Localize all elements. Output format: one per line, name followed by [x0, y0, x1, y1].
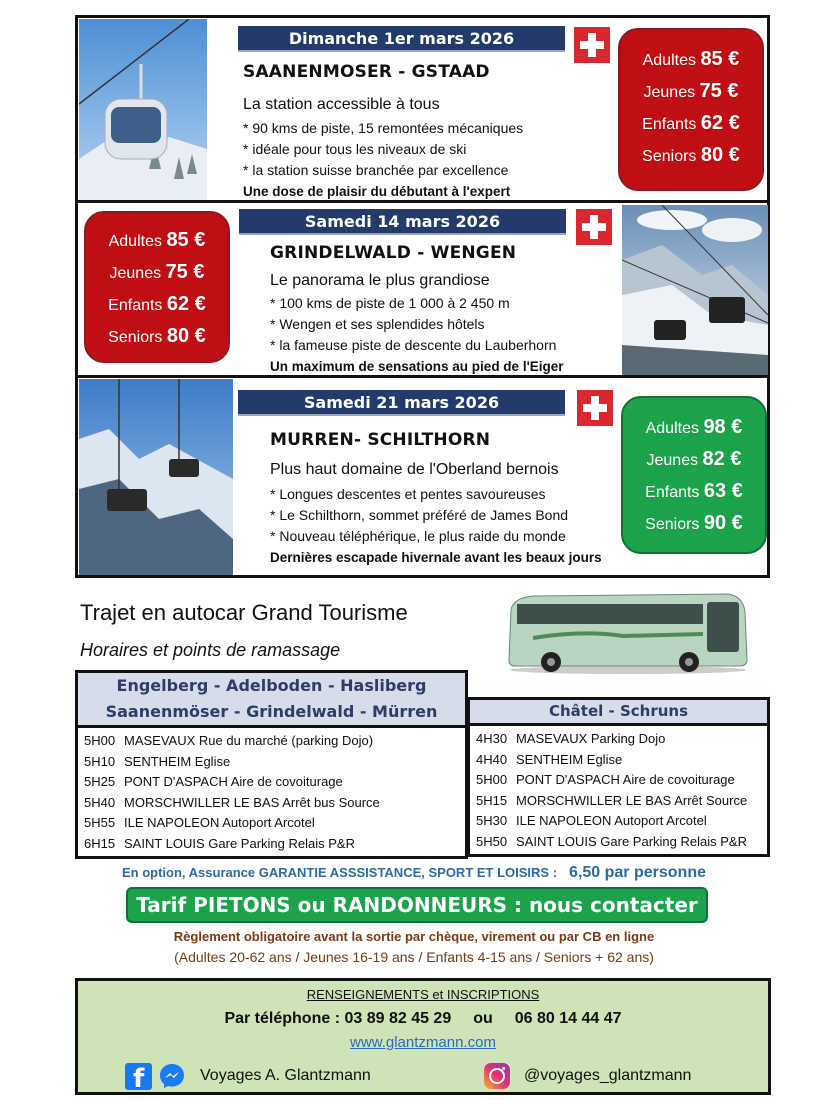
trip-subtitle: Le panorama le plus grandiose	[270, 272, 490, 289]
bullet: * Longues descentes et pentes savoureuses	[270, 486, 546, 502]
contact-phone	[78, 1010, 768, 1028]
price-youth: Jeunes 75 €	[643, 80, 739, 102]
swiss-flag-icon	[576, 209, 612, 245]
trip-card-murren	[75, 375, 770, 578]
bullet: * Nouveau téléphérique, le plus raide du monde	[270, 528, 566, 544]
price-box	[621, 396, 767, 554]
trip-tagline: Un maximum de sensations au pied de l'Eiger	[270, 359, 564, 374]
payment-terms: Règlement obligatoire avant la sortie par chèque, virement ou par CB en ligne	[173, 929, 655, 944]
facebook-icon	[125, 1063, 152, 1090]
price-children: Enfants 62 €	[108, 293, 206, 315]
schedule-header-line: Châtel - Schruns	[548, 702, 689, 720]
coach-bus-image	[503, 590, 753, 675]
price-adults: Adultes 85 €	[642, 48, 740, 70]
insurance-option	[0, 864, 828, 882]
transport-title: Trajet en autocar Grand Tourisme	[80, 600, 408, 625]
cable-car-photo	[79, 379, 233, 575]
phone-or: ou	[473, 1010, 493, 1027]
instagram-handle: @voyages_glantzmann	[524, 1067, 692, 1084]
schedule-row: 5H30 ILE NAPOLEON Autoport Arcotel	[476, 813, 707, 828]
schedule-row: 5H40 MORSCHWILLER LE BAS Arrêt bus Source	[84, 794, 380, 810]
trip-tagline: Une dose de plaisir du débutant à l'expert	[243, 184, 511, 199]
messenger-icon	[158, 1062, 186, 1090]
trip-card-grindelwald	[75, 200, 770, 378]
insurance-price: 6,50 par personne	[569, 864, 706, 881]
price-youth: Jeunes 75 €	[109, 261, 205, 283]
trip-bullets	[243, 118, 523, 202]
gondola-photo	[79, 19, 207, 201]
trip-card-saanenmoser	[75, 15, 770, 203]
swiss-flag-icon	[574, 27, 610, 63]
schedule-body	[78, 728, 465, 856]
schedule-row: 6H15 SAINT LOUIS Gare Parking Relais P&R	[84, 835, 355, 851]
price-children: Enfants 62 €	[642, 112, 740, 134]
schedule-row: 5H00 PONT D'ASPACH Aire de covoiturage	[476, 772, 735, 787]
swiss-flag-icon	[577, 390, 613, 426]
bullet: * Wengen et ses splendides hôtels	[270, 316, 485, 332]
contact-heading: RENSEIGNEMENTS et INSCRIPTIONS	[306, 987, 540, 1002]
trip-date: Dimanche 1er mars 2026	[238, 26, 565, 52]
bullet: * idéale pour tous les niveaux de ski	[243, 141, 467, 157]
phone-primary[interactable]: Par téléphone : 03 89 82 45 29	[224, 1010, 452, 1027]
price-youth: Jeunes 82 €	[646, 448, 742, 470]
bullet: * 90 kms de piste, 15 remontées mécaniques	[243, 120, 524, 136]
trip-date: Samedi 21 mars 2026	[238, 390, 565, 416]
bullet: * la fameuse piste de descente du Lauberhorn	[270, 337, 557, 353]
schedule-row: 5H15 MORSCHWILLER LE BAS Arrêt Source	[476, 792, 748, 808]
schedule-header	[470, 700, 767, 726]
price-seniors: Seniors 90 €	[645, 512, 743, 534]
schedule-row: 5H55 ILE NAPOLEON Autoport Arcotel	[84, 815, 315, 830]
trip-subtitle: La station accessible à tous	[243, 96, 440, 113]
schedule-row: 5H10 SENTHEIM Eglise	[84, 753, 231, 769]
instagram-icon	[484, 1063, 510, 1089]
trip-title: GRINDELWALD - WENGEN	[270, 243, 517, 263]
instagram-link[interactable]	[484, 1061, 691, 1091]
trip-title: SAANENMOSER - GSTAAD	[243, 62, 490, 82]
trip-bullets	[270, 293, 564, 377]
facebook-messenger[interactable]	[125, 1061, 371, 1091]
phone-secondary[interactable]: 06 80 14 44 47	[514, 1010, 622, 1027]
pedestrian-rate-banner: Tarif PIETONS ou RANDONNEURS : nous contacter	[126, 887, 708, 923]
facebook-name: Voyages A. Glantzmann	[200, 1067, 371, 1084]
insurance-text: En option, Assurance GARANTIE ASSSISTANCE, SPORT ET LOISIRS :	[121, 865, 558, 880]
schedule-table-chatel	[467, 697, 770, 857]
bullet: * Le Schilthorn, sommet préféré de James Bond	[270, 507, 569, 523]
age-categories: (Adultes 20-62 ans / Jeunes 16-19 ans / Enfants 4-15 ans / Seniors + 62 ans)	[174, 949, 654, 965]
schedule-row: 5H00 MASEVAUX Rue du marché (parking Dojo)	[84, 733, 374, 748]
price-children: Enfants 63 €	[645, 480, 743, 502]
trip-bullets	[270, 484, 602, 568]
trip-date: Samedi 14 mars 2026	[239, 209, 566, 235]
schedule-header	[78, 673, 465, 728]
schedule-row: 5H25 PONT D'ASPACH Aire de covoiturage	[84, 774, 343, 789]
bullet: * 100 kms de piste de 1 000 à 2 450 m	[270, 295, 510, 311]
website-link[interactable]: www.glantzmann.com	[350, 1034, 496, 1051]
transport-subtitle: Horaires et points de ramassage	[80, 640, 341, 660]
trip-subtitle: Plus haut domaine de l'Oberland bernois	[270, 461, 559, 478]
contact-box	[75, 978, 771, 1095]
trip-title: MURREN- SCHILTHORN	[270, 430, 491, 450]
price-box	[84, 211, 230, 363]
schedule-row: 4H40 SENTHEIM Eglise	[476, 751, 623, 767]
schedule-table-main	[75, 670, 468, 859]
price-box	[618, 28, 764, 191]
schedule-body	[470, 726, 767, 854]
price-adults: Adultes 85 €	[108, 229, 206, 251]
price-seniors: Seniors 80 €	[642, 144, 740, 166]
bullet: * la station suisse branchée par excellence	[243, 162, 509, 178]
schedule-header-line: Engelberg - Adelboden - Hasliberg	[116, 676, 427, 695]
schedule-header-line: Saanenmöser - Grindelwald - Mürren	[105, 702, 438, 721]
schedule-row: 5H50 SAINT LOUIS Gare Parking Relais P&R	[476, 833, 747, 849]
schedule-row: 4H30 MASEVAUX Parking Dojo	[476, 731, 666, 746]
cable-car-photo	[622, 205, 768, 375]
trip-tagline: Dernières escapade hivernale avant les beaux jours	[270, 550, 602, 565]
price-adults: Adultes 98 €	[645, 416, 743, 438]
price-seniors: Seniors 80 €	[108, 325, 206, 347]
